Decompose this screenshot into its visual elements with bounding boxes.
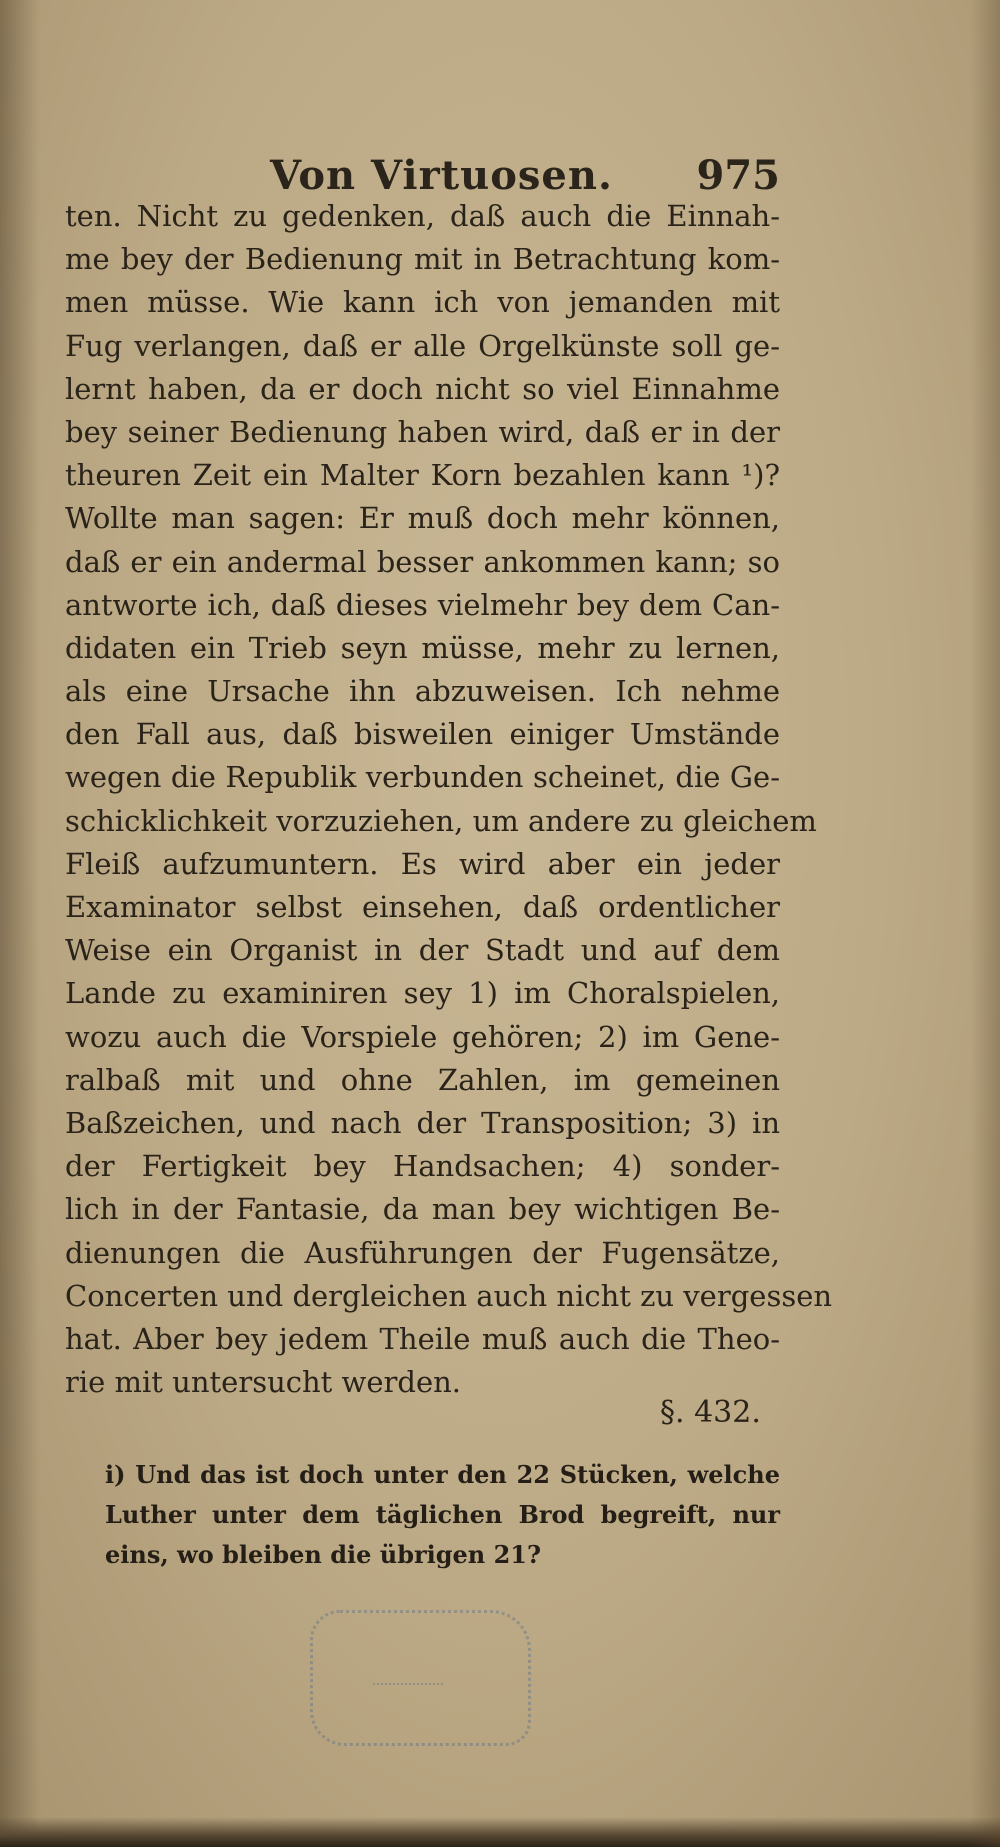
text-line: lich in der Fantasie, da man bey wichtigen Be- bbox=[65, 1192, 780, 1227]
text-line: rie mit untersucht werden. bbox=[65, 1365, 462, 1400]
text-line: men müsse. Wie kann ich von jemanden mit bbox=[65, 285, 780, 320]
text-line: ten. Nicht zu gedenken, daß auch die Einnah- bbox=[65, 199, 780, 233]
text-line: als eine Ursache ihn abzuweisen. Ich nehme bbox=[65, 674, 780, 709]
text-line: Baßzeichen, und nach der Transposition; 3) in bbox=[65, 1105, 780, 1140]
text-line: Wollte man sagen: Er muß doch mehr können, bbox=[65, 501, 780, 536]
text-line: antworte ich, daß dieses vielmehr bey dem Can- bbox=[65, 587, 780, 622]
text-line: Lande zu examiniren sey 1) im Choralspielen, bbox=[65, 976, 780, 1011]
text-line: Fug verlangen, daß er alle Orgelkünste soll ge- bbox=[65, 328, 780, 363]
text-line: lernt haben, da er doch nicht so viel Einnahme bbox=[65, 371, 780, 406]
text-line: den Fall aus, daß bisweilen einiger Umstände bbox=[65, 717, 780, 752]
text-line: Fleiß aufzumuntern. Es wird aber ein jeder bbox=[65, 846, 780, 881]
text-line: schicklichkeit vorzuziehen, um andere zu gleichem bbox=[65, 803, 817, 838]
footnote-line: eins, wo bleiben die übrigen 21? bbox=[105, 1540, 542, 1569]
footnote-line: Luther unter dem täglichen Brod begreift, nur bbox=[105, 1500, 780, 1529]
text-line: dienungen die Ausführungen der Fugensätze, bbox=[65, 1235, 780, 1270]
library-stamp bbox=[310, 1610, 531, 1746]
section-mark: §. 432. bbox=[660, 1395, 761, 1430]
page-number: 975 bbox=[696, 152, 780, 199]
running-title: Von Virtuosen. bbox=[270, 152, 613, 199]
text-line: daß er ein andermal besser ankommen kann; so bbox=[65, 544, 780, 579]
text-line: wozu auch die Vorspiele gehören; 2) im Gene- bbox=[65, 1019, 780, 1054]
text-line: didaten ein Trieb seyn müsse, mehr zu lernen, bbox=[65, 630, 780, 665]
text-line: Concerten und dergleichen auch nicht zu vergessen bbox=[65, 1278, 833, 1313]
page-edge-shadow bbox=[0, 1817, 1000, 1847]
text-line: der Fertigkeit bey Handsachen; 4) sonder- bbox=[65, 1149, 780, 1184]
text-line: me bey der Bedienung mit in Betrachtung kom- bbox=[65, 242, 780, 277]
text-line: Examinator selbst einsehen, daß ordentlicher bbox=[65, 890, 780, 924]
text-line: theuren Zeit ein Malter Korn bezahlen kann ¹)? bbox=[65, 458, 780, 493]
text-line: hat. Aber bey jedem Theile muß auch die Theo- bbox=[65, 1321, 780, 1356]
text-line: Weise ein Organist in der Stadt und auf dem bbox=[65, 933, 780, 968]
text-line: ralbaß mit und ohne Zahlen, im gemeinen bbox=[65, 1062, 780, 1097]
main-text bbox=[65, 195, 833, 1404]
stamp-mark bbox=[373, 1643, 443, 1685]
footnote bbox=[105, 1455, 780, 1575]
text-line: wegen die Republik verbunden scheinet, die Ge- bbox=[65, 760, 780, 795]
text-line: bey seiner Bedienung haben wird, daß er in der bbox=[65, 414, 780, 449]
footnote-line: i) Und das ist doch unter den 22 Stücken, welche bbox=[105, 1460, 780, 1489]
